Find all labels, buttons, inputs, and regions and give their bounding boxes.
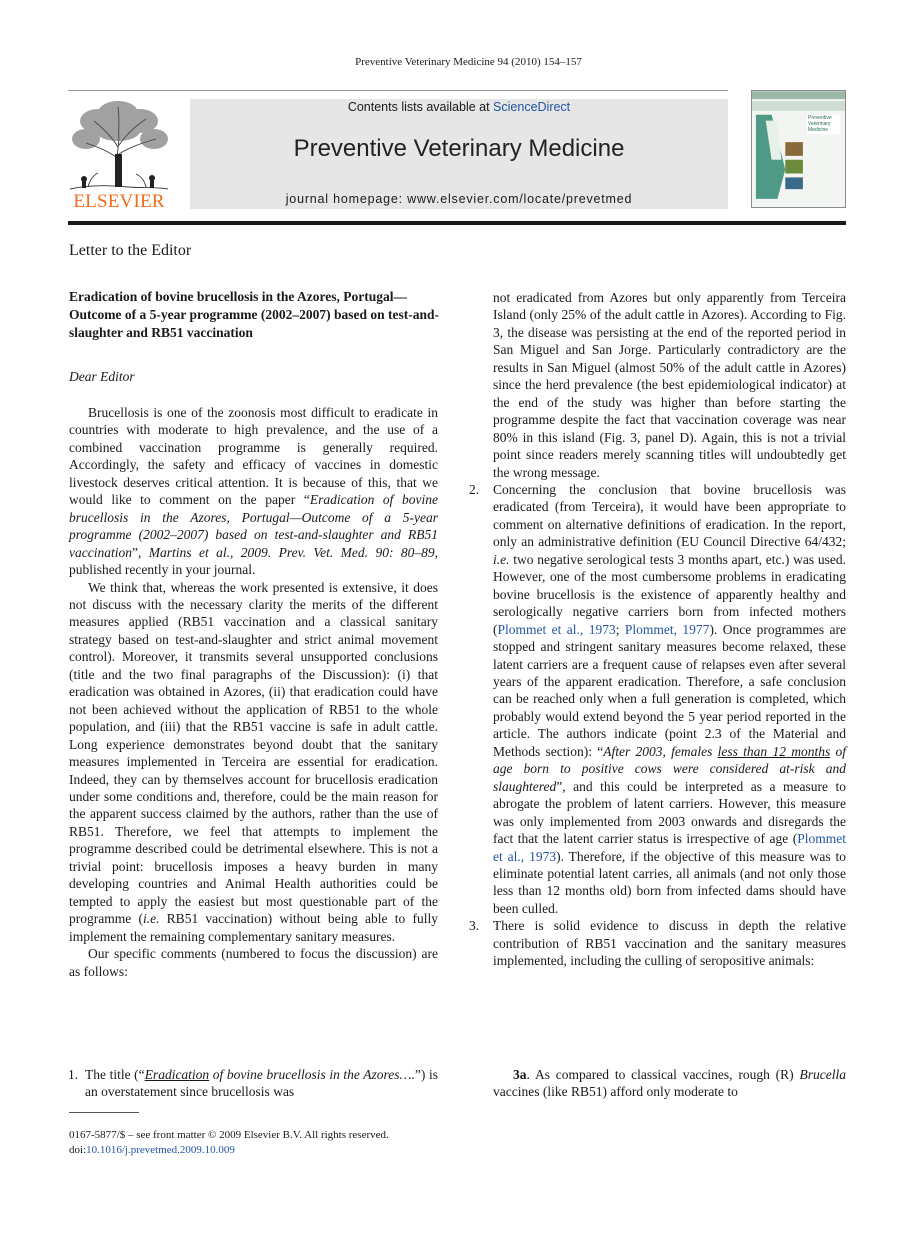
- citation-link-plommet-1973[interactable]: Plommet et al., 1973: [497, 621, 616, 637]
- right-column: [469, 289, 846, 970]
- header-divider: [68, 90, 728, 91]
- cover-title: Preventive Veterinary Medicine: [808, 115, 832, 133]
- citation-link-plommet-1973-b[interactable]: Plommet et al., 1973: [493, 831, 846, 864]
- contents-line: [190, 100, 728, 114]
- item3a-text-a: . As compared to classical vaccines, rough (R): [526, 1067, 800, 1082]
- journal-homepage[interactable]: journal homepage: www.elsevier.com/locate/prevetmed: [285, 192, 633, 206]
- p2-ie: i.e.: [142, 911, 160, 927]
- paragraph-2: [69, 579, 438, 946]
- list-number-2: 2.: [469, 481, 480, 497]
- header-thick-rule: [68, 221, 846, 225]
- item2-separator: ;: [615, 621, 625, 637]
- list-item-2: [469, 481, 846, 917]
- p2-text-a: We think that, whereas the work presented is extensive, it does not discuss with the necessary clarity the merits of the different measures applied (RB51 vaccination and a classical sanitary strategy based on test-and-slaughter and strict animal movement control). Moreover, it transmits several unsupported conclusions (title and the two final paragraphs of the Discussion): (i) that eradication was obtained in Azores, (ii) that eradication could have not been achieved without the application of RB51 to the whole population, and (iii) that the RB51 vaccine is safe in adult cattle. Long experience demonstrates beyond doubt that the sanitary measures implemented in Terceira are essential for eradication. Indeed, they can by themselves account for brucellosis eradication under some conditions and, therefore, could be the main reason for the apparent success claimed by the authors, rather than the use of RB51. Therefore, we feel that attempts to implement the programme described could be detrimental elsewhere. This is not a trivial point: brucellosis imposes a heavy burden in many developing countries and Animal Health authorities could be tempted to apply the easiest but most questionable part of the programme (: [69, 579, 438, 927]
- journal-title: Preventive Veterinary Medicine: [293, 135, 625, 162]
- item2-quote-a: After 2003, females: [603, 743, 718, 759]
- section-label: Letter to the Editor: [69, 242, 192, 259]
- sciencedirect-link[interactable]: ScienceDirect: [493, 100, 571, 114]
- doi-prefix: doi:: [69, 1143, 87, 1156]
- paragraph-1: [69, 404, 438, 579]
- journal-reference: Preventive Veterinary Medicine 94 (2010) 154–157: [355, 56, 582, 68]
- p1-text-c: , published recently in your journal.: [69, 544, 438, 578]
- doi-line: [69, 1143, 389, 1158]
- footnote: [69, 1128, 389, 1157]
- p1-cited-title: Eradication of bovine brucellosis in the Azores, Portugal—Outcome of a 5-year programme (2002–2007) based on test-and-slaughter and RB51 vaccination: [69, 492, 438, 560]
- item2-ie: i.e.: [493, 551, 510, 567]
- item1-underlined: Eradication: [144, 1067, 210, 1082]
- p1-citation: Martins et al., 2009. Prev. Vet. Med. 90: 80–89: [148, 544, 435, 560]
- list-item-3: [469, 917, 846, 969]
- p1-text-b: ”,: [131, 544, 149, 560]
- salutation: Dear Editor: [69, 369, 135, 384]
- item3a-text-b: vaccines (like RB51) afford only moderate to: [493, 1084, 738, 1100]
- item2-text-a: Concerning the conclusion that bovine brucellosis was eradicated (from Terceira), it would have been appropriate to comment on alternative definitions of eradication. In the report, only an administrative definition (EU Council Directive 64/432;: [493, 481, 846, 550]
- left-column: [69, 404, 438, 980]
- item1-continuation: not eradicated from Azores but only apparently from Terceira Island (only 25% of the adult cattle in Azores). According to Fig. 3, the disease was persisting at the end of the reported period in San Miguel and San Jorge. Particularly contradictory are the results in San Miguel (almost 50% of the adult cattle in Azores) since the herd prevalence (the best epidemiological indicator) at the end of the study was higher than before starting the programme despite the fact that vaccination coverage was near 80% in this island (Fig. 3, panel D). Again, this is not a trivial point since readers merely scanning titles will undoubtedly get the wrong message.: [493, 290, 846, 480]
- item1-italic: of bovine brucellosis in the Azores….: [209, 1067, 415, 1082]
- p2-text-b: RB51 vaccination) without being able to fully implement the remaining complementary sanitary measures.: [69, 911, 438, 944]
- list-number-1: 1.: [68, 1067, 79, 1082]
- item3a-italic: Brucella: [799, 1067, 846, 1082]
- doi-link[interactable]: 10.1016/j.prevetmed.2009.10.009: [86, 1143, 235, 1156]
- item3-text: There is solid evidence to discuss in depth the relative contribution of RB51 vaccination and the sanitary measures implemented, including the culling of seropositive animals:: [493, 918, 846, 969]
- item1-text-a: The title (“: [85, 1067, 145, 1082]
- p1-text-a: Brucellosis is one of the zoonosis most difficult to eradicate in countries with moderate to high prevalence, and the use of a combined vaccination programme is generally required. Accordingly, the safety and efficacy of vaccines in domestic livestock deserves critical attention. It is because of this, that we would like to comment on the paper “: [69, 405, 438, 508]
- item1-text-b: ”) is an overstatement since brucellosis was: [85, 1067, 438, 1100]
- elsevier-tree-logo: [68, 99, 170, 191]
- article-title: Eradication of bovine brucellosis in the Azores, Portugal—Outcome of a 5-year programme (2002–2007) based on test-and-slaughter and RB51 vaccination: [69, 289, 439, 340]
- journal-cover-image: [751, 90, 846, 208]
- list-item-1: [68, 1066, 438, 1101]
- paragraph-3: Our specific comments (numbered to focus the discussion) are as follows:: [69, 946, 438, 979]
- item2-text-d: ”, and this could be interpreted as a measure to abrogate the problem of latent carriers. However, this measure was only implemented from 2003 onwards and disregards the fact that the latent carrier status is irrespective of age (: [493, 778, 846, 847]
- item2-quote-underlined: less than 12 months: [717, 743, 831, 759]
- list-item-3a: [493, 1066, 846, 1101]
- list-number-3: 3.: [469, 918, 480, 934]
- publisher-name: ELSEVIER: [73, 191, 165, 212]
- item3a-label: 3a: [513, 1067, 527, 1082]
- copyright-line: 0167-5877/$ – see front matter © 2009 Elsevier B.V. All rights reserved.: [69, 1129, 389, 1141]
- contents-prefix: Contents lists available at: [347, 100, 494, 114]
- item2-text-b: two negative serological tests 3 months apart, etc.) was used. However, one of the most cumbersome problems in eradicating bovine brucellosis is the existence of apparently healthy and serologically negative carriers born from infected mothers (: [493, 551, 846, 637]
- footnote-rule: [69, 1112, 139, 1113]
- item2-quote-b: of age born to positive cows were considered at-risk and slaughtered: [493, 743, 846, 794]
- item2-text-c: ). Once programmes are stopped and stringent sanitary measures become relaxed, these latent carriers are a frequent cause of relapses even after several years of the apparent eradication. Therefore, a safe conclusion can be reached only when a full generation is completed, which probably would extend beyond the 5 year period reported in the article. The authors indicate (point 2.3 of the Material and Methods section): “: [493, 621, 846, 759]
- item2-text-e: ). Therefore, if the objective of this measure was to eliminate potential latent carries, all animals (and not only those less than 12 months old) born from infected dams should have been culled.: [493, 848, 846, 916]
- citation-link-plommet-1977[interactable]: Plommet, 1977: [624, 621, 710, 637]
